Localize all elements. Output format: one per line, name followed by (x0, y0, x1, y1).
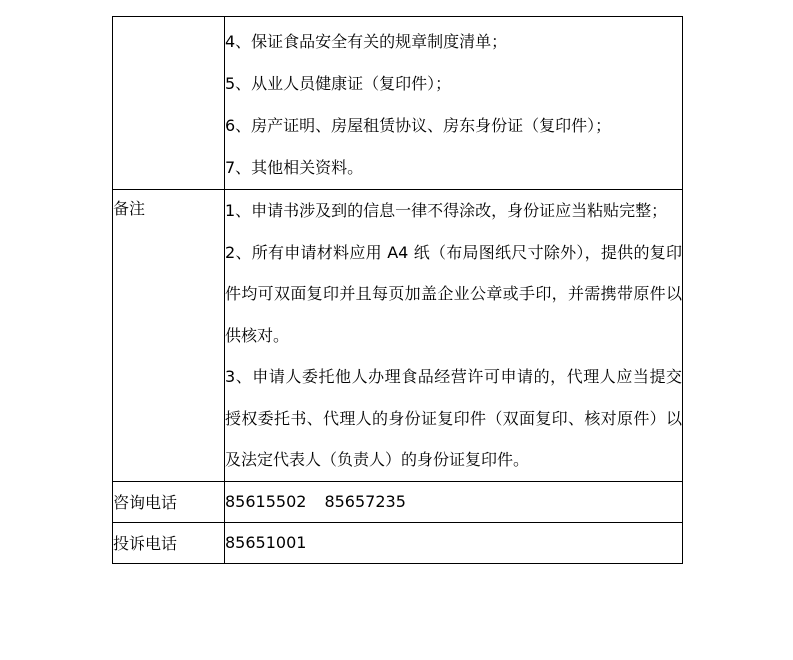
remarks-label: 备注 (113, 199, 146, 218)
remark-item: 2、所有申请材料应用 A4 纸（布局图纸尺寸除外），提供的复印件均可双面复印并且每页加盖企业公章或手印，并需携带原件以供核对。 (225, 242, 682, 345)
consult-number: 85615502 (225, 492, 307, 511)
consult-row (113, 481, 683, 522)
materials-row (113, 17, 683, 190)
remarks-row (113, 190, 683, 482)
info-table (112, 16, 683, 564)
material-item: 6、房产证明、房屋租赁协议、房东身份证（复印件）； (225, 116, 612, 135)
consult-numbers (225, 481, 683, 522)
materials-list (225, 17, 683, 190)
remarks-label-cell (113, 190, 225, 482)
remarks-list (225, 190, 683, 482)
complaint-row (113, 522, 683, 563)
material-item: 7、其他相关资料。 (225, 158, 364, 177)
consult-number: 85657235 (324, 492, 406, 511)
materials-label-cell (113, 17, 225, 190)
complaint-number: 85651001 (225, 522, 683, 563)
material-item: 4、保证食品安全有关的规章制度清单； (225, 32, 508, 51)
remark-item: 3、申请人委托他人办理食品经营许可申请的，代理人应当提交授权委托书、代理人的身份证复印件（双面复印、核对原件）以及法定代表人（负责人）的身份证复印件。 (225, 367, 682, 469)
consult-label: 咨询电话 (113, 481, 225, 522)
complaint-label: 投诉电话 (113, 522, 225, 563)
material-item: 5、从业人员健康证（复印件）； (225, 74, 452, 93)
remark-item: 1、申请书涉及到的信息一律不得涂改，身份证应当粘贴完整； (225, 201, 668, 220)
